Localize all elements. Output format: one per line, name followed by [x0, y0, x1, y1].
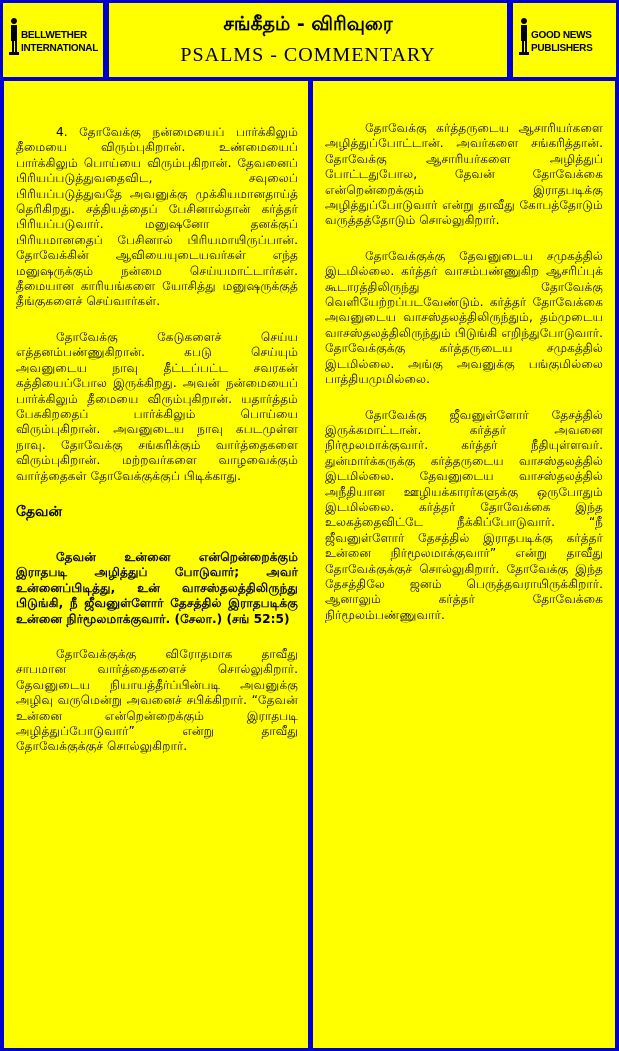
left-column — [4, 81, 308, 1048]
right-paragraph-2: தோவேக்குக்கு தேவனுடைய சமுகத்தில் இடமில்லை. கர்த்தர் வாசம்பண்ணுகிற ஆசரிப்புக் கூடாரத்திலிருந்து தோவேக்கு வெளியேற்றப்படவேண்டும். கர்த்தர் தோவேக்கை அவனுடைய வாசஸ்தலத்திலிருந்தும், தம்முடைய வாசஸ்தலத்திலிருந்தும் பிடுங்கி எறிந்துபோடுவார். தோவேக்குக்கு கர்த்தருடைய சமுகத்தில் இடமில்லை. அங்கு அவனுக்கு பங்குமில்லை பாத்தியமுமில்லை. — [325, 248, 603, 387]
figure-icon — [9, 17, 19, 55]
right-paragraph-3: தோவேக்கு ஜீவனுள்ளோர் தேசத்தில் இருக்கமாட்டான். கர்த்தர் அவனை நிர்மூலமாக்குவார். கர்த்தர் நீதியுள்ளவர். துன்மார்க்கருக்கு கர்த்தருடைய வாசஸ்தலத்தில் இடமில்லை. தேவனுடைய வாசஸ்தலத்தில் அநீதியான ஊழியக்காரர்களுக்கு ஒருபோதும் இடமில்லை. கர்த்தர் தோவேக்கை இந்த உலகத்தைவிட்டே நீக்கிப்போடுவார். “நீ ஜீவனுள்ளோர் தேசத்தில் இராதபடிக்கு கர்த்தர் உன்னை நிர்மூலமாக்குவார்” என்று தாவீது தோவேக்குக்குச் சொல்லுகிறார். தோவேக்கு இந்த தேசத்திலே ஜனம் பெருத்தவராயிருக்கிறார். ஆனாலும் கர்த்தர் தோவேக்கை நிர்மூலம்பண்ணுவார். — [325, 407, 603, 622]
bellwether-logo-text: BELLWETHER INTERNATIONAL — [21, 30, 99, 54]
left-paragraph-2: தோவேக்கு கேடுகளைச் செய்ய எத்தனம்பண்ணுகிறான். கபடு செய்யும் அவனுடைய நாவு தீட்டப்பட்ட சவரகன் கத்தியைப்போல இருக்கிறது. அவன் நன்மையைப் பார்க்கிலும் தீமையை விரும்புகிறான். யதார்த்தம் பேசுகிறதைப் பார்க்கிலும் பொய்யை விரும்புகிறான். அவனுடைய நாவு கபடமுள்ள நாவு. தோவேக்கு சங்கரிக்கும் வார்த்தைகளை விரும்புகிறான். மற்றவர்களை வாழவைக்கும் வார்த்தைகள் தோவேக்குக்குப் பிடிக்காது. — [16, 329, 298, 483]
bellwether-logo-box — [3, 3, 103, 77]
title-box — [109, 3, 507, 77]
page-header — [0, 0, 619, 80]
left-paragraph-1: 4. தோவேக்கு நன்மையைப் பார்க்கிலும் தீமையை விரும்புகிறான். உண்மையைப் பார்க்கிலும் பொய்யை விரும்புகிறான். தேவனைப் பிரியப்படுத்துவதைவிட, சவுலைப் பிரியப்படுத்துவதே அவனுக்கு முக்கியமானதாய்த் தெரிகிறது. சத்தியத்தைப் பேசினால்தான் கர்த்தர் பிரியப்படுவார். மனுஷனோ தனக்குப் பிரியமானதைப் பேசினால் பிரியமாயிருப்பான். தோவேக்கின் ஆவியையுடையவர்கள் எந்த மனுஷருக்கும் நன்மை செய்யமாட்டார்கள். தீமையான காரியங்களை யோசித்து மனுஷருக்குத் தீங்குகளைச் செய்வார்கள். — [16, 125, 298, 309]
scripture-quote: தேவன் உன்னை என்றென்றைக்கும் இராதபடி அழித்துப் போடுவார்; அவர் உன்னைப்பிடித்து, உன் வாசஸ்தலத்திலிருந்து பிடுங்கி, நீ ஜீவனுள்ளோர் தேசத்தில் இராதபடிக்கு உன்னை நிர்மூலமாக்குவார். (சேலா.) (சங் 52:5) — [16, 549, 298, 626]
good-news-logo-text: GOOD NEWS PUBLISHERS — [531, 30, 593, 54]
figure-icon — [519, 17, 529, 55]
section-heading: தேவன் — [16, 503, 63, 520]
page-title-english: PSALMS - COMMENTARY — [180, 44, 436, 66]
right-column — [313, 81, 615, 1048]
right-paragraph-1: தோவேக்கு கர்த்தருடைய ஆசாரியர்களை அழித்துப்போட்டான். அவர்களை சங்கரித்தான். தோவேக்கு ஆசாரியர்களை அழித்துப் போட்டதுபோல, தேவன் தோவேக்கை என்றென்றைக்கும் இராதபடிக்கு அழித்துப்போடுவார் என்று தாவீது கோபத்தோடும் வருத்தத்தோடும் சொல்லுகிறார். — [325, 121, 603, 228]
good-news-logo-box — [513, 3, 616, 77]
left-paragraph-3: தோவேக்குக்கு விரோதமாக தாவீது சாபமான வார்த்தைகளைச் சொல்லுகிறார். தேவனுடைய நியாயத்தீர்ப்பின்படி அவனுக்கு அழிவு வருமென்று அவனைச் சபிக்கிறார். “தேவன் உன்னை என்றென்றைக்கும் இராதபடி அழித்துப்போடுவார்” என்று தாவீது தோவேக்குக்குச் சொல்லுகிறார். — [16, 646, 298, 754]
page-title-tamil: சங்கீதம் - விரிவுரை — [223, 13, 393, 35]
